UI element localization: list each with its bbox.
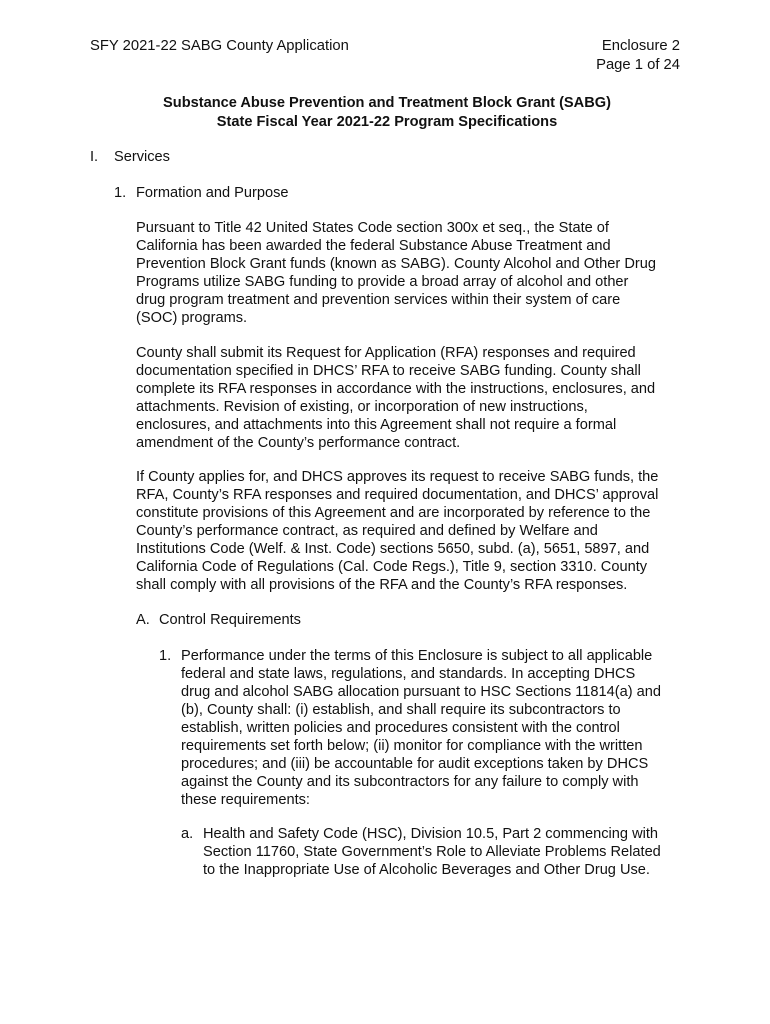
paragraph-line: drug and alcohol SABG allocation pursuant to HSC Sections 11814(a) and: [181, 684, 661, 700]
paragraph-line: procedures; and (iii) be accountable for audit exceptions taken by DHCS: [181, 756, 649, 772]
paragraph-line: RFA, County’s RFA responses and required documentation, and DHCS’ approval: [136, 487, 659, 503]
paragraph-rfa-approval: [136, 468, 658, 594]
paragraph-line: California Code of Regulations (Cal. Code Regs.), Title 9, section 3310. County: [136, 559, 648, 575]
header-enclosure: Enclosure 2: [601, 38, 680, 54]
paragraph-line: requirements set forth below; (ii) monitor for compliance with the written: [181, 738, 643, 754]
paragraph-line: California has been awarded the federal Substance Abuse Treatment and: [136, 238, 611, 254]
item-1-number: 1.: [114, 185, 127, 201]
paragraph-line: Performance under the terms of this Enclosure is subject to all applicable: [181, 648, 653, 664]
section-i-number: I.: [90, 149, 99, 165]
control-item-1-text: [181, 647, 661, 809]
header-right: [596, 37, 680, 75]
paragraph-line: Programs utilize SABG funding to provide a broad array of alcohol and other: [136, 274, 629, 290]
document-title-line-1: Substance Abuse Prevention and Treatment Block Grant (SABG): [163, 95, 611, 111]
control-item-1a-label: a.: [181, 826, 194, 842]
paragraph-line: establish, written policies and procedures consistent with the control: [181, 720, 620, 736]
paragraph-line: attachments. Revision of existing, or incorporation of new instructions,: [136, 399, 588, 415]
paragraph-line: these requirements:: [181, 792, 310, 808]
header-page-number: Page 1 of 24: [596, 57, 680, 73]
paragraph-line: enclosures, and attachments into this Agreement shall not require a formal: [136, 417, 617, 433]
paragraph-line: complete its RFA responses in accordance with the instructions, enclosures, and: [136, 381, 656, 397]
paragraph-line: shall comply with all provisions of the RFA and the County’s RFA responses.: [136, 577, 628, 593]
paragraph-line: Pursuant to Title 42 United States Code section 300x et seq., the State of: [136, 220, 609, 236]
paragraph-line: If County applies for, and DHCS approves its request to receive SABG funds, the: [136, 469, 659, 485]
control-item-1a-text: [203, 825, 661, 879]
paragraph-line: amendment of the County’s performance contract.: [136, 435, 461, 451]
section-i-heading: Services: [114, 149, 170, 165]
control-item-1-number: 1.: [159, 648, 172, 664]
section-a-label: A.: [136, 612, 150, 628]
paragraph-line: Prevention Block Grant funds (known as SABG). County Alcohol and Other Drug: [136, 256, 656, 272]
paragraph-line: Section 11760, State Government’s Role to Alleviate Problems Related: [203, 844, 661, 860]
paragraph-line: federal and state laws, regulations, and standards. In accepting DHCS: [181, 666, 636, 682]
paragraph-line: to the Inappropriate Use of Alcoholic Beverages and Other Drug Use.: [203, 862, 650, 878]
paragraph-line: documentation specified in DHCS’ RFA to receive SABG funding. County shall: [136, 363, 641, 379]
section-a-heading: Control Requirements: [159, 612, 301, 628]
paragraph-line: Health and Safety Code (HSC), Division 10.5, Part 2 commencing with: [203, 826, 659, 842]
item-1-heading: Formation and Purpose: [136, 185, 289, 201]
paragraph-line: constitute provisions of this Agreement and are incorporated by reference to the: [136, 505, 651, 521]
document-title-line-2: State Fiscal Year 2021-22 Program Specifications: [216, 114, 558, 130]
paragraph-line: against the County and its subcontractors for any failure to comply with: [181, 774, 639, 790]
paragraph-formation-purpose: [136, 219, 656, 327]
paragraph-line: (b), County shall: (i) establish, and shall require its subcontractors to: [181, 702, 621, 718]
header-application-title: SFY 2021-22 SABG County Application: [90, 38, 349, 54]
paragraph-line: drug program treatment and prevention services within their system of care: [136, 292, 621, 308]
paragraph-line: Institutions Code (Welf. & Inst. Code) sections 5650, subd. (a), 5651, 5897, and: [136, 541, 650, 557]
paragraph-line: County shall submit its Request for Application (RFA) responses and required: [136, 345, 636, 361]
paragraph-line: (SOC) programs.: [136, 310, 248, 326]
paragraph-line: County’s performance contract, as required and defined by Welfare and: [136, 523, 598, 539]
paragraph-rfa-submission: [136, 344, 655, 452]
document-title: [90, 94, 684, 132]
